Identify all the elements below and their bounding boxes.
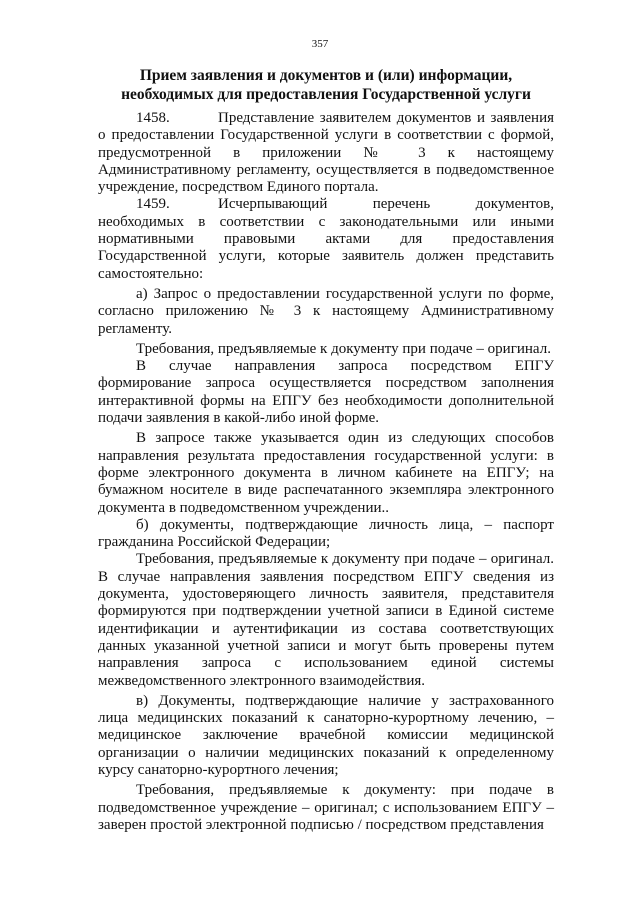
list-item-v: в) Документы, подтверждающие наличие у застрахованного лица медицинских показаний к санаторно-курортному лечению, – медицинское заключение врачебной комиссии медицинской организации о наличии медицинских показаний к определенному курсу санаторно-курортного лечения; bbox=[98, 692, 554, 778]
paragraph-text: В запросе также указывается один из следующих способов направления результата предоставления государственной услуги: в форме электронного документа в личном кабинете на ЕПГУ; на бумажном носителе в виде распечатанного экземпляра электронного документа в подведомственном учреждении.. bbox=[98, 430, 554, 516]
section-heading-line-1: Прием заявления и документов и (или) информации, bbox=[139, 67, 513, 84]
requirements-paragraph: Требования, предъявляемые к документу при подаче – оригинал. В случае направления заявления посредством ЕПГУ сведения из документа, удостоверяющего личность заявителя, представителя формируются при подтверждении учетной записи в Единой системе идентификации и аутентификации из состава соответствующих данных указанной учетной записи и могут быть проверены путем направления запроса с использованием единой системы межведомственного электронного взаимодействия. bbox=[98, 551, 554, 689]
list-item-b: б) документы, подтверждающие личность лица, – паспорт гражданина Российской Федерации; bbox=[98, 516, 554, 551]
requirements-paragraph: Требования, предъявляемые к документу при подаче – оригинал. bbox=[136, 340, 551, 357]
page-number: 357 bbox=[311, 38, 329, 50]
paragraph-number: 1458. bbox=[136, 110, 170, 126]
requirements-paragraph: Требования, предъявляемые к документу: при подаче в подведомственное учреждение – оригинал; с использованием ЕПГУ – заверен простой электронной подписью / посредством представления bbox=[98, 782, 554, 833]
paragraph-text: В случае направления запроса посредством ЕПГУ формирование запроса осуществляется посредством заполнения интерактивной формы на ЕПГУ без необходимости дополнительной подачи заявления в какой-либо иной форме. bbox=[98, 358, 554, 427]
paragraph-text: Исчерпывающий перечень документов, необходимых в соответствии с законодательными или иными нормативными правовыми актами для предоставления Государственной услуги, которые заявитель должен представить самостоятельно: bbox=[98, 196, 554, 282]
list-item-a: а) Запрос о предоставлении государственной услуги по форме, согласно приложению № 3 к настоящему Административному регламенту. bbox=[98, 285, 554, 337]
section-heading bbox=[98, 66, 554, 104]
document-body bbox=[98, 110, 554, 834]
paragraph-number: 1459. bbox=[136, 196, 170, 213]
paragraph-1458 bbox=[98, 110, 554, 196]
paragraph-1459 bbox=[98, 196, 554, 282]
paragraph-text: Представление заявителем документов и заявления о предоставлении Государственной услуги в соответствии с формой, предусмотренной в приложении № 3 к настоящему Административному регламенту, осуществляется в подведомственное учреждение, посредством Единого портала. bbox=[98, 110, 554, 196]
section-heading-line-2: необходимых для предоставления Государственной услуги bbox=[121, 86, 531, 103]
